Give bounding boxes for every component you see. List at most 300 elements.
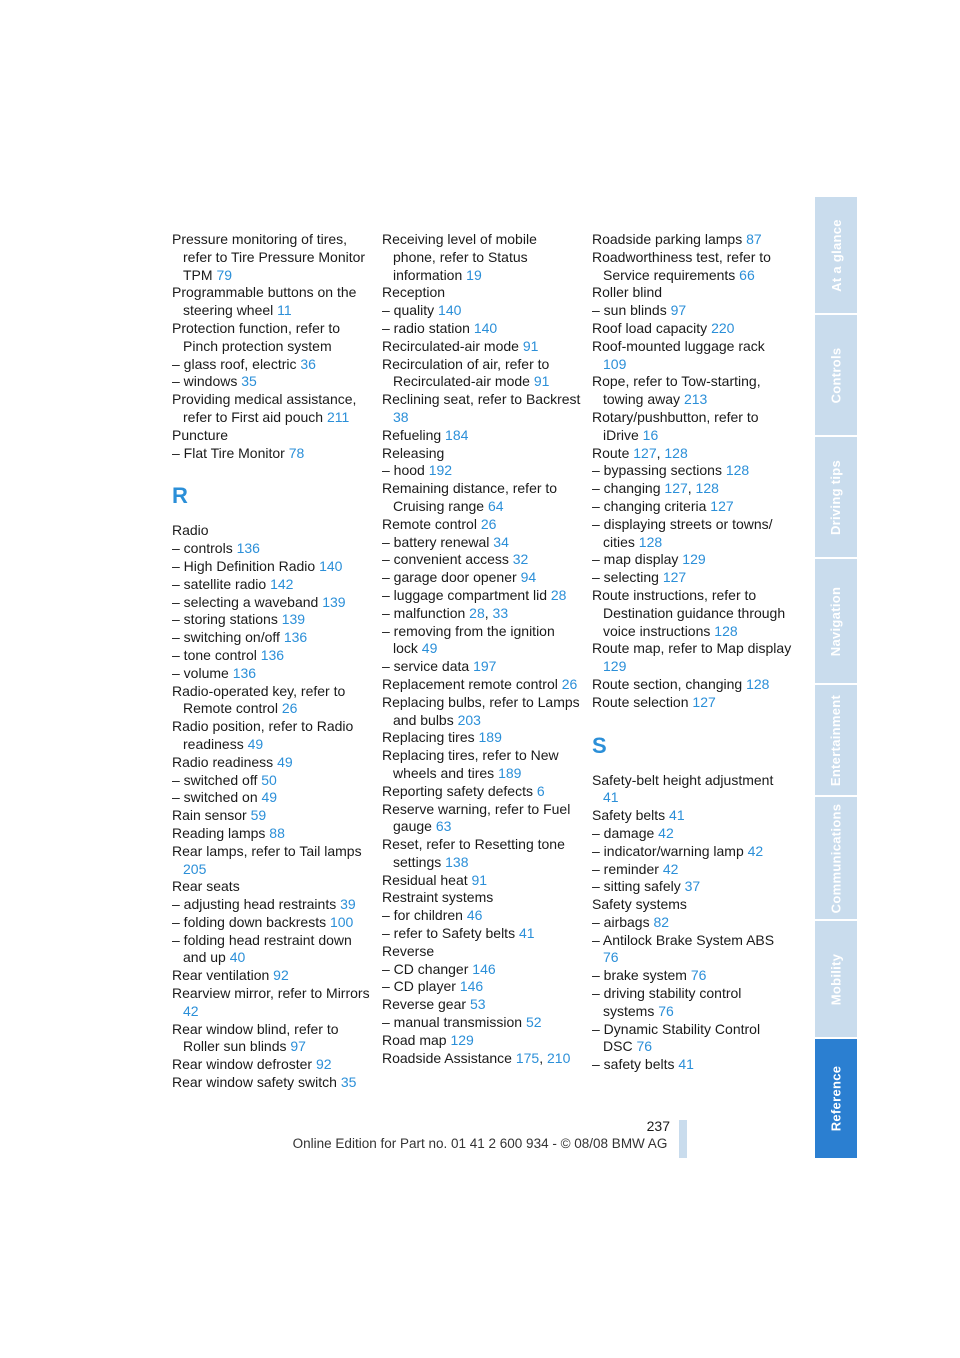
index-entry [382, 961, 582, 979]
index-entry-text: – battery renewal [382, 533, 490, 550]
page-reference-link[interactable]: 87 [746, 231, 762, 247]
index-entry-text: – Flat Tire Monitor [172, 444, 285, 461]
index-entry-text: – displaying streets or towns/ cities [592, 515, 773, 550]
page-reference-link[interactable]: 46 [466, 907, 483, 924]
page-reference-link[interactable]: 220 [711, 319, 735, 336]
index-entry [382, 302, 582, 320]
page-reference-link[interactable]: 100 [329, 913, 354, 930]
page-reference-link[interactable]: 128 [695, 480, 719, 497]
index-entry [592, 843, 792, 861]
index-entry-text: – windows [172, 373, 238, 390]
page-reference-link[interactable]: 41 [518, 925, 535, 942]
page-reference-link[interactable]: 16 [642, 426, 659, 443]
index-entry [172, 522, 372, 540]
page-reference-link[interactable]: 66 [739, 266, 755, 283]
page-reference-link[interactable]: 129 [603, 658, 627, 675]
index-entry-text: Roller blind [592, 284, 663, 301]
index-entry-text: Replacing tires [382, 729, 475, 746]
index-entry-text: Rotary/pushbutton, refer to iDrive [592, 408, 759, 443]
index-entry [382, 801, 582, 837]
index-entry-text: – High Definition Radio [172, 557, 316, 574]
index-entry-text: Roadworthiness test, refer to Service requirements [592, 248, 771, 283]
index-entry [172, 540, 372, 558]
index-entry [382, 676, 582, 694]
index-entry [592, 932, 792, 968]
index-entry [382, 427, 582, 445]
index-entry [382, 338, 582, 356]
section-tab-at-a-glance[interactable] [815, 197, 857, 315]
index-entry [592, 640, 792, 676]
index-entry [382, 284, 582, 302]
index-entry [382, 231, 582, 284]
index-entry [592, 569, 792, 587]
index-entry-text: Providing medical assistance, refer to First aid pouch [172, 391, 357, 425]
index-entry [382, 623, 582, 659]
page-reference-link[interactable]: 129 [682, 551, 706, 568]
index-entry-text: – controls [172, 540, 233, 557]
page-reference-link[interactable]: 128 [664, 444, 688, 461]
index-entry [382, 569, 582, 587]
page-reference-link[interactable]: 140 [473, 319, 498, 336]
index-entry-text: Protection function, refer to Pinch protection system [172, 319, 341, 354]
index-entry: – malfunction 28, 33 [382, 604, 509, 621]
page-reference-link[interactable]: 78 [288, 444, 305, 461]
page-reference-link[interactable]: 36 [300, 355, 316, 372]
index-entry-text: Rear window safety switch [172, 1074, 337, 1091]
index-entry [592, 878, 792, 896]
index-entry [172, 1056, 372, 1074]
footer-text: Online Edition for Part no. 01 41 2 600 934 - © 08/08 BMW AG [292, 1136, 668, 1151]
index-entry-text: Rear window defroster [172, 1056, 313, 1073]
index-entry [382, 694, 582, 730]
index-entry-text: Replacement remote control [382, 675, 558, 692]
index-entry-text: Radio [172, 522, 209, 539]
index-entry [172, 789, 372, 807]
index-entry [172, 284, 372, 320]
section-tab-entertainment[interactable] [815, 685, 857, 797]
index-entry-text: – quality [382, 302, 435, 319]
page-reference-link[interactable]: 40 [229, 949, 246, 966]
page-reference-link[interactable]: 6 [536, 782, 545, 799]
page-reference-link[interactable]: 76 [658, 1002, 674, 1019]
index-entry-text: Roof load capacity [592, 319, 708, 336]
page-reference-link[interactable]: 26 [480, 515, 497, 532]
page-reference-link[interactable]: 37 [684, 878, 701, 895]
page-reference-link[interactable]: 34 [493, 533, 509, 550]
index-entry [592, 694, 792, 712]
index-entry-text: Reception [382, 284, 446, 301]
index-entry-text: Route map, refer to Map display [592, 640, 792, 657]
page-reference-link[interactable]: 42 [658, 824, 674, 841]
index-entry-text: Restraint systems [382, 889, 494, 906]
index-entry [592, 985, 792, 1021]
page-reference-link[interactable]: 197 [473, 658, 497, 675]
index-entry-text: Rearview mirror, refer to Mirrors [172, 985, 370, 1002]
section-tab-controls[interactable] [815, 315, 857, 437]
index-entry-text: Remote control [382, 515, 477, 532]
index-entry [382, 480, 582, 516]
index-entry [382, 872, 582, 890]
index-entry-text: – bypassing sections [592, 462, 722, 479]
page-reference-link[interactable]: 128 [714, 622, 738, 639]
index-entry-text: – sun blinds [592, 302, 667, 319]
section-tab-label: Reference [828, 1065, 844, 1132]
page-reference-link[interactable]: 52 [525, 1014, 542, 1031]
index-letter-heading: S [592, 732, 607, 758]
page-reference-link[interactable]: 94 [520, 569, 537, 586]
page-reference-link[interactable]: 211 [326, 408, 350, 425]
index-entry-text: – convenient access [382, 551, 509, 568]
section-tab-driving-tips[interactable] [815, 437, 857, 559]
index-entry [382, 356, 582, 392]
index-entry-text: – folding down backrests [172, 913, 327, 930]
page-reference-link[interactable]: 91 [533, 373, 550, 390]
index-entry-text: – safety belts [592, 1056, 675, 1073]
page-reference-link[interactable]: 146 [472, 960, 496, 977]
index-entry-text: Rain sensor [172, 807, 247, 824]
index-entry [172, 320, 372, 356]
page-reference-link[interactable]: 11 [277, 302, 292, 319]
page-reference-link[interactable]: 49 [261, 789, 278, 806]
index-entry [592, 676, 792, 694]
index-entry-text: Pressure monitoring of tires, refer to Tire Pressure Monitor TPM [172, 231, 366, 283]
page-reference-link[interactable]: 35 [340, 1074, 357, 1091]
index-entry [592, 1021, 792, 1057]
index-entry [382, 978, 582, 996]
index-entry-text: Reporting safety defects [382, 782, 533, 799]
index-entry [382, 587, 582, 605]
index-entry [382, 836, 582, 872]
page-reference-link[interactable]: 97 [290, 1038, 306, 1055]
index-entry-text: Refueling [382, 426, 442, 443]
index-entry-text: – indicator/warning lamp [592, 842, 744, 859]
page-reference-link[interactable]: 189 [498, 764, 522, 781]
page-reference-link[interactable]: 64 [487, 497, 504, 514]
index-entry-text: – reminder [592, 860, 659, 877]
page-reference-link[interactable]: 210 [547, 1049, 571, 1066]
index-entry [172, 391, 372, 427]
page-reference-link[interactable]: 136 [260, 646, 285, 663]
index-entry-text: Roadside Assistance [382, 1049, 512, 1066]
index-entry [592, 284, 792, 302]
index-entry [382, 658, 582, 676]
index-entry [172, 807, 372, 825]
page-reference-link[interactable]: 49 [277, 753, 293, 770]
page-reference-link[interactable]: 39 [340, 896, 356, 913]
index-entry-text: – service data [382, 658, 470, 675]
index-entry [172, 665, 372, 683]
page-reference-link[interactable]: 142 [270, 575, 294, 592]
index-entry-text: – refer to Safety belts [382, 925, 516, 942]
index-entry [172, 843, 372, 879]
index-entry [172, 754, 372, 772]
index-entry [592, 409, 792, 445]
page-reference-link[interactable]: 53 [469, 996, 486, 1013]
index-entry [592, 896, 792, 914]
section-tabs [815, 197, 857, 1160]
index-entry-text: – airbags [592, 913, 650, 930]
index-entry [172, 356, 372, 374]
page-reference-link[interactable]: 82 [653, 913, 670, 930]
page-reference-link[interactable]: 42 [662, 860, 679, 877]
index-entry-text: Releasing [382, 444, 445, 461]
index-entry-text: Reserve warning, refer to Fuel gauge [382, 800, 571, 835]
page-reference-link[interactable]: 136 [283, 629, 308, 646]
index-entry: – changing 127, 128 [592, 480, 719, 497]
section-tab-label: Navigation [828, 586, 844, 656]
page-reference-link[interactable]: 127 [664, 480, 688, 497]
page-reference-link[interactable]: 140 [319, 557, 343, 574]
index-entry-text: – CD changer [382, 960, 469, 977]
index-entry-text: – CD player [382, 978, 456, 995]
index-entry [592, 320, 792, 338]
page-reference-link[interactable]: 140 [438, 302, 462, 319]
index-entry-text: Remaining distance, refer to Cruising range [382, 480, 558, 514]
index-entry [172, 611, 372, 629]
page-reference-link[interactable]: 139 [281, 611, 306, 628]
page-reference-link[interactable]: 26 [561, 675, 578, 692]
index-entry-text: – manual transmission [382, 1014, 523, 1031]
index-entry-text: – luggage compartment lid [382, 586, 547, 603]
index-entry [382, 462, 582, 480]
page-reference-link[interactable]: 63 [435, 818, 452, 835]
index-entry [592, 338, 792, 374]
page-reference-link[interactable]: 128 [638, 533, 663, 550]
index-entry [382, 1032, 582, 1050]
section-tab-label: Entertainment [828, 694, 844, 786]
index-entry [592, 373, 792, 409]
index-entry-text: Radio position, refer to Radio readiness [172, 718, 354, 752]
page-reference-link[interactable]: 35 [241, 373, 257, 390]
page-reference-link[interactable]: 28 [550, 586, 567, 603]
index-entry [382, 747, 582, 783]
page-reference-link[interactable]: 109 [603, 355, 627, 372]
index-entry-text: Reverse gear [382, 996, 467, 1013]
index-entry [592, 967, 792, 985]
page-reference-link[interactable]: 127 [710, 497, 734, 514]
index-entry-text: – hood [382, 462, 425, 479]
index-entry [172, 594, 372, 612]
index-entry [382, 907, 582, 925]
index-entry [382, 516, 582, 534]
index-entry [382, 1014, 582, 1032]
index-entry-text: – folding head restraint down and up [172, 931, 352, 966]
index-entry [592, 249, 792, 285]
index-entry [172, 718, 372, 754]
page-reference-link[interactable]: 184 [445, 426, 469, 443]
index-entry-text: Road map [382, 1031, 447, 1048]
page-reference-link[interactable]: 138 [445, 853, 469, 870]
page-reference-link[interactable]: 76 [603, 949, 619, 966]
index-entry-text: Route instructions, refer to Destination guidance through voice instructions [592, 586, 786, 639]
page-reference-link[interactable]: 33 [492, 604, 509, 621]
index-entry-text: – Antilock Brake System ABS [592, 931, 775, 948]
index-entry [592, 825, 792, 843]
index-entry [592, 807, 792, 825]
section-tab-navigation[interactable] [815, 559, 857, 685]
index-letter-heading: R [172, 483, 188, 509]
page-reference-link[interactable]: 127 [633, 444, 657, 461]
index-entry [172, 629, 372, 647]
index-entry-text: – volume [172, 664, 229, 681]
index-entry-text: Replacing tires, refer to New wheels and tires [382, 747, 559, 781]
index-entry [592, 772, 792, 808]
page-reference-link[interactable]: 41 [603, 789, 619, 806]
index-entry-text: Safety belts [592, 807, 666, 824]
index-entry [382, 320, 582, 338]
page-reference-link[interactable]: 92 [315, 1056, 332, 1073]
index-entry-text: Route selection [592, 693, 689, 710]
index-entry-text: Residual heat [382, 871, 468, 888]
page-reference-link[interactable]: 19 [466, 266, 482, 283]
index-entry [592, 462, 792, 480]
index-entry-text: – for children [382, 907, 463, 924]
index-entry [172, 1021, 372, 1057]
section-tab-mobility[interactable] [815, 921, 857, 1039]
index-entry-text: Reset, refer to Resetting tone settings [382, 836, 565, 870]
page-reference-link[interactable]: 92 [273, 967, 289, 984]
section-tab-communications[interactable] [815, 797, 857, 921]
page-reference-link[interactable]: 88 [269, 824, 285, 841]
index-entry-text: Route [592, 444, 630, 461]
index-entry-text: Recirculation of air, refer to Recirculated-air mode [382, 355, 550, 390]
index-entry-text: Safety-belt height adjustment [592, 771, 774, 788]
index-entry-text: – Dynamic Stability Control DSC [592, 1020, 761, 1055]
index-entry [172, 647, 372, 665]
index-entry-text: – brake system [592, 967, 687, 984]
index-entry [382, 729, 582, 747]
index-entry [382, 943, 582, 961]
index-entry [382, 889, 582, 907]
page-reference-link[interactable]: 192 [428, 462, 453, 479]
page-reference-link[interactable]: 128 [746, 675, 770, 692]
index-entry [172, 932, 372, 968]
index-column-1 [172, 231, 372, 1092]
page-reference-link[interactable]: 175 [515, 1049, 540, 1066]
index-entry-text: – map display [592, 551, 679, 568]
index-entry [382, 925, 582, 943]
page-reference-link[interactable]: 146 [459, 978, 484, 995]
index-entry [172, 231, 372, 284]
page-reference-link[interactable]: 129 [450, 1031, 474, 1048]
index-entry-text: – selecting a waveband [172, 593, 319, 610]
index-entry-text: Rope, refer to Tow-starting, towing away [592, 373, 761, 408]
section-tab-label: Mobility [828, 953, 844, 1005]
index-entry-text: Reverse [382, 942, 435, 959]
page-reference-link[interactable]: 136 [236, 540, 260, 557]
page-reference-link[interactable]: 49 [247, 735, 264, 752]
index-entry-text: – changing criteria [592, 497, 707, 514]
page-reference-link[interactable]: 203 [457, 711, 481, 728]
page-reference-link[interactable]: 127 [662, 569, 687, 586]
section-tab-label: At a glance [828, 218, 844, 292]
index-entry-text: – sitting safely [592, 878, 681, 895]
index-entry [172, 772, 372, 790]
page-reference-link[interactable]: 76 [690, 967, 707, 984]
index-entry [592, 861, 792, 879]
index-entry [592, 498, 792, 516]
index-entry-text: – removing from the ignition lock [382, 622, 555, 657]
page-reference-link[interactable]: 189 [478, 729, 502, 746]
index-entry-text: Roadside parking lamps [592, 231, 743, 247]
page-reference-link[interactable]: 42 [183, 1002, 199, 1019]
index-entry [592, 1056, 792, 1074]
index-entry-text: – glass roof, electric [172, 355, 297, 372]
page-reference-link[interactable]: 136 [232, 664, 257, 681]
page-reference-link[interactable]: 91 [471, 871, 488, 888]
index-entry-text: Reclining seat, refer to Backrest [382, 391, 581, 408]
index-entry-text: – adjusting head restraints [172, 896, 337, 913]
index-entry [172, 878, 372, 896]
index-column-3 [592, 231, 792, 1074]
index-entry [172, 985, 372, 1021]
index-entry-text: Route section, changing [592, 675, 743, 692]
page-reference-link[interactable]: 76 [636, 1038, 653, 1055]
page-reference-link[interactable]: 41 [678, 1056, 694, 1073]
index-entry [382, 996, 582, 1014]
page-reference-link[interactable]: 127 [692, 693, 716, 710]
page-reference-link[interactable]: 128 [725, 462, 750, 479]
page-reference-link[interactable]: 50 [261, 771, 277, 788]
index-entry-text: Programmable buttons on the steering wheel [172, 284, 357, 319]
index-entry-text: Rear seats [172, 878, 240, 895]
page-reference-link[interactable]: 41 [669, 807, 685, 824]
section-tab-label: Driving tips [828, 459, 844, 535]
index-entry-text: Rear lamps, refer to Tail lamps [172, 842, 362, 859]
index-entry [592, 302, 792, 320]
index-entry [382, 551, 582, 569]
index-entry [592, 587, 792, 640]
index-entry-text: Receiving level of mobile phone, refer to Status information [382, 231, 537, 283]
page-reference-link[interactable]: 205 [183, 860, 207, 877]
index-entry [592, 516, 792, 552]
page-reference-link[interactable]: 28 [469, 604, 485, 621]
index-entry [172, 576, 372, 594]
index-entry-text: – malfunction [382, 604, 466, 621]
index-entry-text: – tone control [172, 646, 257, 663]
page-reference-link[interactable]: 139 [322, 593, 346, 610]
index-entry [172, 896, 372, 914]
page-reference-link[interactable]: 97 [670, 302, 687, 319]
index-entry [592, 914, 792, 932]
index-entry [382, 783, 582, 801]
index-entry-text: – switching on/off [172, 629, 280, 646]
index-entry [172, 825, 372, 843]
page-reference-link[interactable]: 91 [522, 337, 539, 354]
index-entry-text: Rear window blind, refer to Roller sun blinds [172, 1020, 339, 1055]
page-reference-link[interactable]: 213 [683, 391, 708, 408]
index-entry-text: – damage [592, 824, 655, 841]
page-reference-link[interactable]: 42 [747, 842, 764, 859]
page-reference-link[interactable]: 32 [512, 551, 529, 568]
page-reference-link[interactable]: 49 [421, 640, 438, 657]
page-reference-link[interactable]: 79 [216, 266, 233, 283]
index-entry-text: – changing [592, 480, 661, 497]
index-entry-text: – switched off [172, 771, 258, 788]
page-reference-link[interactable]: 26 [281, 700, 298, 717]
index-entry-text: Radio-operated key, refer to Remote control [172, 682, 346, 717]
page-reference-link[interactable]: 59 [250, 807, 267, 824]
index-entry-text: – selecting [592, 569, 659, 586]
index-entry-text: Roof-mounted luggage rack [592, 337, 765, 354]
index-entry [382, 391, 582, 427]
index-entry [592, 231, 792, 249]
index-entry: Route 127, 128 [592, 444, 688, 461]
index-entry [382, 445, 582, 463]
page-reference-link[interactable]: 38 [393, 408, 409, 425]
index-entry [172, 558, 372, 576]
page-number: 237 [646, 1118, 670, 1134]
